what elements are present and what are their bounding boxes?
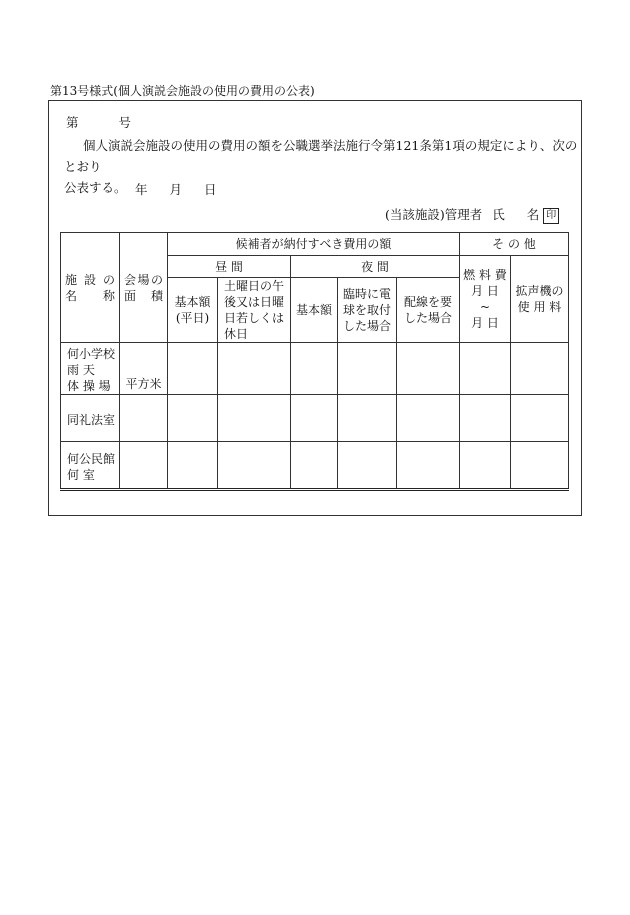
header-day-basic: 基本額 (平日)	[168, 278, 218, 343]
facility-name-cell: 何公民館 何 室	[61, 442, 120, 490]
area-cell	[120, 442, 168, 490]
facility-name-cell: 同礼法室	[61, 395, 120, 442]
header-night-temp-light: 臨時に電 球を取付 した場合	[338, 278, 397, 343]
header-venue-area: 会場の 面 積	[120, 233, 168, 343]
fee-table	[60, 232, 569, 491]
area-cell: 平方米	[120, 343, 168, 395]
announcement-line-1: 個人演説会施設の使用の費用の額を公職選挙法施行令第121条第1項の規定により、次のとおり	[64, 138, 578, 174]
seal-mark: 印	[543, 208, 559, 224]
header-nighttime: 夜 間	[291, 256, 460, 278]
facility-name-cell: 何小学校 雨 天 体 操 場	[61, 343, 120, 395]
header-speaker-fee: 拡声機の 使 用 料	[511, 256, 569, 343]
header-fuel-cost: 燃 料 費 月 日 ~ 月 日	[460, 256, 511, 343]
manager-label: (当該施設)管理者	[385, 207, 483, 222]
date-day: 日	[204, 182, 217, 197]
table-row	[61, 395, 569, 442]
header-daytime: 昼 間	[168, 256, 291, 278]
area-cell	[120, 395, 168, 442]
header-other: そ の 他	[460, 233, 569, 256]
header-night-wiring: 配線を要 した場合	[397, 278, 460, 343]
header-facility-name: 施 設 の 名 称	[61, 233, 120, 343]
form-title: 第13号様式(個人演説会施設の使用の費用の公表)	[50, 84, 315, 98]
table-row	[61, 343, 569, 395]
date-line	[135, 180, 217, 198]
date-year: 年	[135, 182, 148, 197]
table-row	[61, 442, 569, 490]
name-label-1: 氏	[492, 207, 505, 222]
header-day-weekend: 土曜日の午 後又は日曜 日若しくは 休日	[218, 278, 291, 343]
date-month: 月	[169, 182, 183, 197]
name-label-2: 名	[526, 207, 540, 222]
document-number-line	[66, 113, 131, 131]
manager-line	[385, 205, 559, 224]
number-suffix: 号	[118, 115, 132, 130]
header-fee-group: 候補者が納付すべき費用の額	[168, 233, 460, 256]
header-night-basic: 基本額	[291, 278, 338, 343]
number-prefix: 第	[66, 115, 79, 130]
announcement-line-2: 公表する。	[64, 180, 127, 195]
